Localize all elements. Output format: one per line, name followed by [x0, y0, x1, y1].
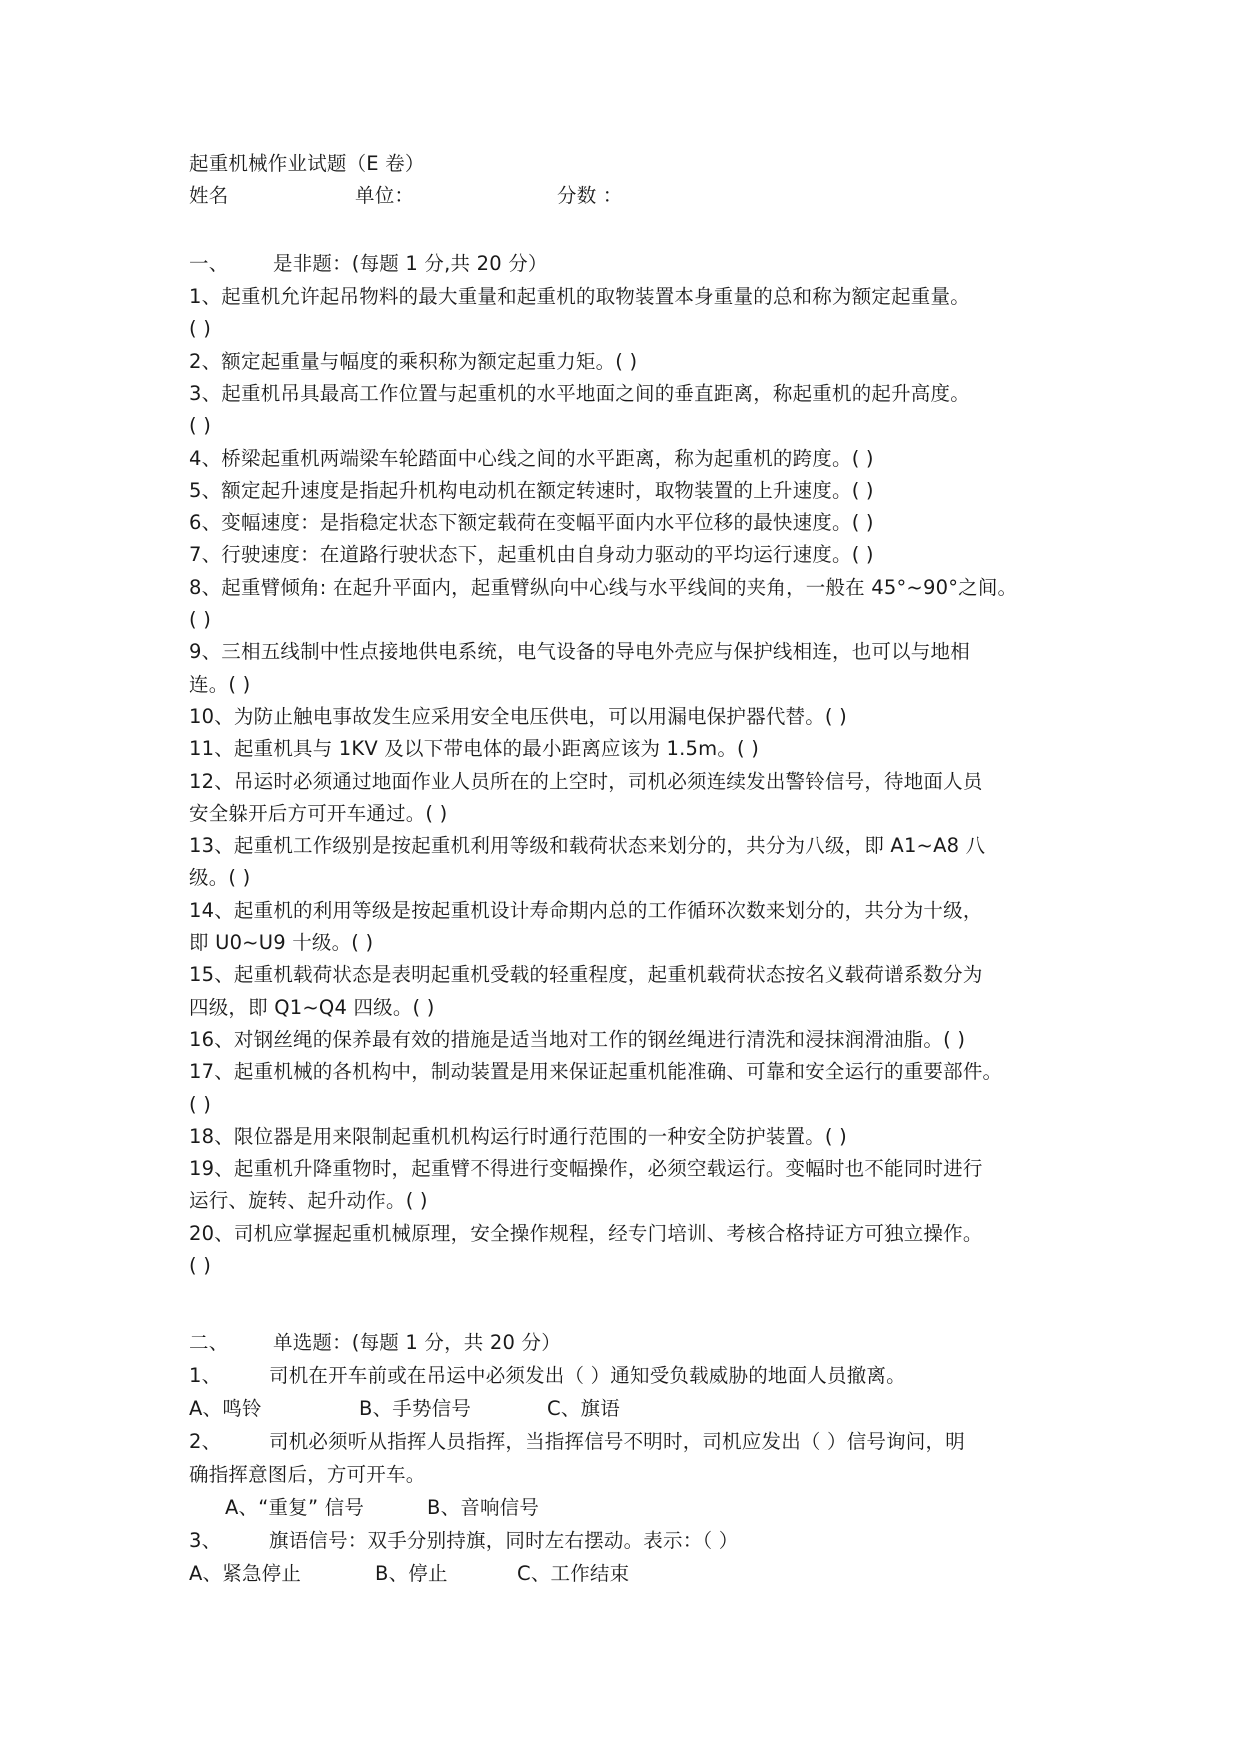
question-line: 3、起重机吊具最高工作位置与起重机的水平地面之间的垂直距离，称起重机的起升高度。 [189, 382, 970, 405]
question-line: ( ) [189, 608, 212, 631]
question-line [189, 1429, 1089, 1455]
option-a: A、“重复” 信号 [225, 1496, 365, 1519]
question-line: 四级，即 Q1~Q4 四级。( ) [189, 996, 435, 1019]
question-line: 即 U0~U9 十级。( ) [189, 931, 374, 954]
section-title: 是非题：(每题 1 分,共 20 分） [273, 252, 548, 275]
option-b: B、停止 [375, 1562, 448, 1585]
question-line: 4、桥梁起重机两端梁车轮踏面中心线之间的水平距离，称为起重机的跨度。( ) [189, 447, 874, 470]
question-line: 14、起重机的利用等级是按起重机设计寿命期内总的工作循环次数来划分的，共分为十级， [189, 899, 983, 922]
question-line [189, 1528, 1089, 1554]
option-c: C、旗语 [547, 1397, 620, 1420]
question-line: ( ) [189, 1093, 212, 1116]
option-a: A、紧急停止 [189, 1562, 302, 1585]
question-line: 16、对钢丝绳的保养最有效的措施是适当地对工作的钢丝绳进行清洗和浸抹润滑油脂。( ) [189, 1028, 966, 1051]
options-line [189, 1396, 889, 1422]
question-line: 10、为防止触电事故发生应采用安全电压供电，可以用漏电保护器代替。( ) [189, 705, 847, 728]
question-line: 安全躲开后方可开车通过。( ) [189, 802, 448, 825]
question-line: 19、起重机升降重物时，起重臂不得进行变幅操作，必须空载运行。变幅时也不能同时进行 [189, 1157, 983, 1180]
question-number: 1、 [189, 1364, 222, 1387]
question-line: 8、起重臂倾角: 在起升平面内，起重臂纵向中心线与水平线间的夹角，一般在 45°~90°之间。 [189, 576, 1018, 599]
question-line: 级。( ) [189, 866, 251, 889]
question-line [189, 1363, 1089, 1389]
question-text: 司机在开车前或在吊运中必须发出（ ）通知受负载威胁的地面人员撤离。 [269, 1364, 906, 1387]
question-line: 13、起重机工作级别是按起重机利用等级和载荷状态来划分的，共分为八级，即 A1~A8 八 [189, 834, 986, 857]
option-b: B、手势信号 [359, 1397, 472, 1420]
question-line: 18、限位器是用来限制起重机机构运行时通行范围的一种安全防护装置。( ) [189, 1125, 847, 1148]
question-line: 2、额定起重量与幅度的乘积称为额定起重力矩。( ) [189, 350, 638, 373]
unit-label: 单位： [355, 184, 415, 207]
question-continuation: 确指挥意图后，方可开车。 [189, 1463, 426, 1486]
question-line: 7、行驶速度：在道路行驶状态下，起重机由自身动力驱动的平均运行速度。( ) [189, 543, 874, 566]
question-text: 司机必须听从指挥人员指挥，当指挥信号不明时，司机应发出（ ）信号询问，明 [269, 1430, 965, 1453]
question-line: ( ) [189, 317, 212, 340]
question-line: 11、起重机具与 1KV 及以下带电体的最小距离应该为 1.5m。( ) [189, 737, 760, 760]
question-line: 运行、旋转、起升动作。( ) [189, 1189, 428, 1212]
options-line [189, 1495, 889, 1521]
section-number: 二、 [189, 1331, 229, 1354]
question-number: 2、 [189, 1430, 222, 1453]
section-title: 单选题：(每题 1 分，共 20 分） [273, 1331, 561, 1354]
question-line: 20、司机应掌握起重机械原理，安全操作规程，经专门培训、考核合格持证方可独立操作。 [189, 1222, 983, 1245]
question-line: 9、三相五线制中性点接地供电系统，电气设备的导电外壳应与保护线相连，也可以与地相 [189, 640, 970, 663]
question-line: ( ) [189, 414, 212, 437]
option-a: A、鸣铃 [189, 1397, 262, 1420]
question-number: 3、 [189, 1529, 222, 1552]
option-c: C、工作结束 [517, 1562, 630, 1585]
name-label: 姓名 [189, 184, 229, 207]
question-line: 17、起重机械的各机构中，制动装置是用来保证起重机能准确、可靠和安全运行的重要部件。 [189, 1060, 1003, 1083]
question-line: 15、起重机载荷状态是表明起重机受载的轻重程度，起重机载荷状态按名义载荷谱系数分为 [189, 963, 983, 986]
question-line: 12、吊运时必须通过地面作业人员所在的上空时，司机必须连续发出警铃信号，待地面人员 [189, 770, 983, 793]
question-line: 1、起重机允许起吊物料的最大重量和起重机的取物装置本身重量的总和称为额定起重量。 [189, 285, 970, 308]
question-line: 5、额定起升速度是指起升机构电动机在额定转速时，取物装置的上升速度。( ) [189, 479, 874, 502]
question-line: 6、变幅速度：是指稳定状态下额定载荷在变幅平面内水平位移的最快速度。( ) [189, 511, 874, 534]
option-b: B、音响信号 [427, 1496, 540, 1519]
section-heading-2 [189, 1330, 889, 1356]
header-fields [189, 183, 889, 209]
question-line: 连。( ) [189, 673, 251, 696]
section-heading-1 [189, 251, 889, 277]
question-text: 旗语信号：双手分别持旗，同时左右摆动。表示：（ ） [269, 1529, 739, 1552]
score-label: 分数 ： [557, 184, 623, 207]
section-number: 一、 [189, 252, 229, 275]
options-line [189, 1561, 889, 1587]
document-title: 起重机械作业试题（E 卷） [189, 152, 425, 175]
question-line: ( ) [189, 1254, 212, 1277]
